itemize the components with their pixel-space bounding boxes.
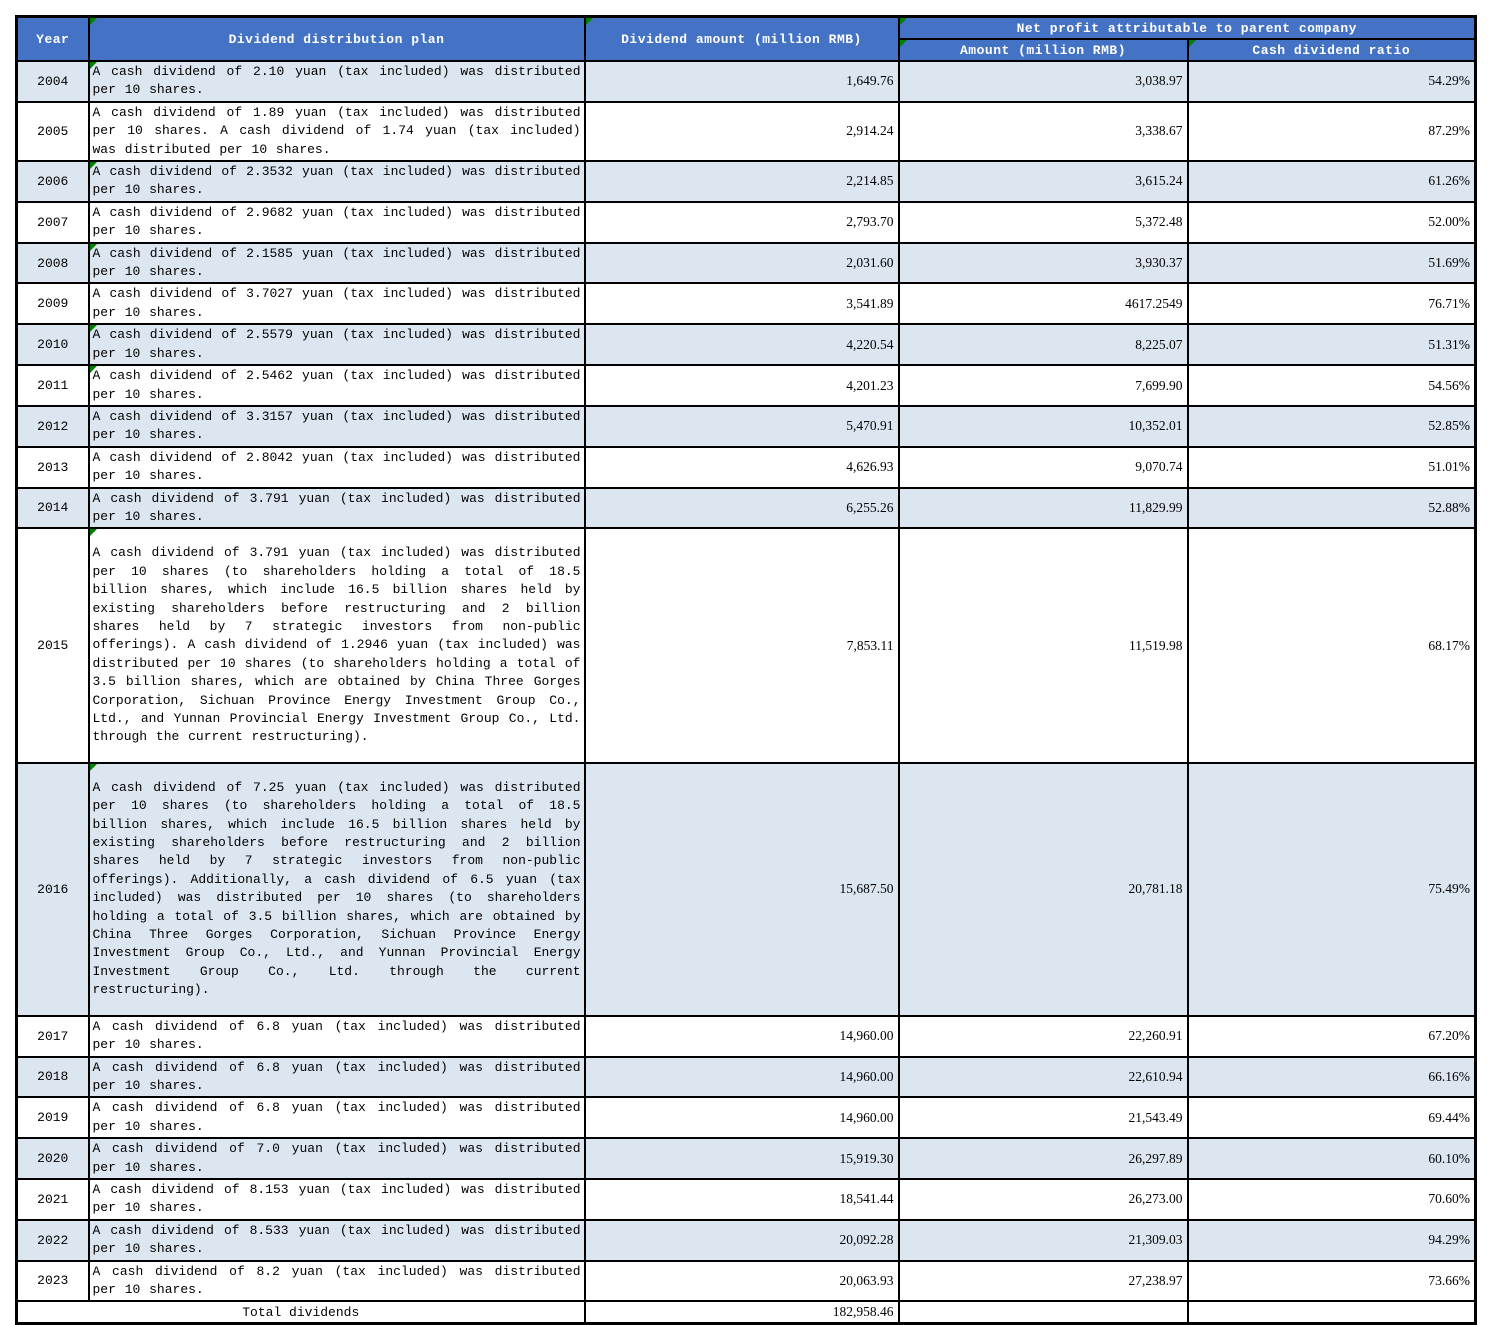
cash-dividend-ratio-cell: 52.88% — [1188, 488, 1476, 529]
table-row — [17, 528, 1476, 762]
year-cell: 2005 — [17, 102, 89, 161]
table-header — [17, 17, 1476, 62]
table-row — [17, 1057, 1476, 1098]
net-profit-amount-cell: 4617.2549 — [899, 283, 1188, 324]
col-header-dividend-amount: Dividend amount (million RMB) — [585, 17, 899, 62]
cash-dividend-ratio-cell: 69.44% — [1188, 1097, 1476, 1138]
dividend-amount-cell: 2,031.60 — [585, 243, 899, 284]
table-row — [17, 488, 1476, 529]
table-row — [17, 1220, 1476, 1261]
cash-dividend-ratio-cell: 73.66% — [1188, 1261, 1476, 1302]
year-cell: 2009 — [17, 283, 89, 324]
net-profit-amount-cell: 20,781.18 — [899, 763, 1188, 1016]
net-profit-amount-cell: 8,225.07 — [899, 324, 1188, 365]
dividend-amount-cell: 14,960.00 — [585, 1097, 899, 1138]
net-profit-amount-cell: 26,273.00 — [899, 1179, 1188, 1220]
cash-dividend-ratio-cell: 51.69% — [1188, 243, 1476, 284]
plan-cell: A cash dividend of 2.5462 yuan (tax included) was distributed per 10 shares. — [89, 365, 585, 406]
cash-dividend-ratio-cell: 54.29% — [1188, 61, 1476, 102]
plan-cell: A cash dividend of 2.3532 yuan (tax included) was distributed per 10 shares. — [89, 161, 585, 202]
cash-dividend-ratio-cell: 94.29% — [1188, 1220, 1476, 1261]
cash-dividend-ratio-cell: 70.60% — [1188, 1179, 1476, 1220]
net-profit-amount-cell: 22,610.94 — [899, 1057, 1188, 1098]
plan-cell: A cash dividend of 8.533 yuan (tax included) was distributed per 10 shares. — [89, 1220, 585, 1261]
table-row — [17, 365, 1476, 406]
cash-dividend-ratio-cell: 87.29% — [1188, 102, 1476, 161]
cash-dividend-ratio-cell: 61.26% — [1188, 161, 1476, 202]
year-cell: 2004 — [17, 61, 89, 102]
dividend-table — [15, 15, 1477, 1325]
dividend-amount-cell: 20,063.93 — [585, 1261, 899, 1302]
year-cell: 2021 — [17, 1179, 89, 1220]
total-dividend-amount-cell: 182,958.46 — [585, 1301, 899, 1324]
year-cell: 2012 — [17, 406, 89, 447]
dividend-amount-cell: 14,960.00 — [585, 1016, 899, 1057]
plan-cell: A cash dividend of 2.8042 yuan (tax included) was distributed per 10 shares. — [89, 447, 585, 488]
table-row — [17, 1261, 1476, 1302]
total-row — [17, 1301, 1476, 1324]
year-cell: 2019 — [17, 1097, 89, 1138]
dividend-amount-cell: 6,255.26 — [585, 488, 899, 529]
net-profit-amount-cell: 7,699.90 — [899, 365, 1188, 406]
plan-cell: A cash dividend of 6.8 yuan (tax included) was distributed per 10 shares. — [89, 1097, 585, 1138]
plan-cell: A cash dividend of 3.3157 yuan (tax included) was distributed per 10 shares. — [89, 406, 585, 447]
dividend-amount-cell: 2,914.24 — [585, 102, 899, 161]
dividend-amount-cell: 14,960.00 — [585, 1057, 899, 1098]
year-cell: 2020 — [17, 1138, 89, 1179]
year-cell: 2013 — [17, 447, 89, 488]
year-cell: 2016 — [17, 763, 89, 1016]
net-profit-amount-cell: 3,338.67 — [899, 102, 1188, 161]
year-cell: 2015 — [17, 528, 89, 762]
dividend-amount-cell: 4,201.23 — [585, 365, 899, 406]
dividend-amount-cell: 15,687.50 — [585, 763, 899, 1016]
plan-cell: A cash dividend of 2.10 yuan (tax included) was distributed per 10 shares. — [89, 61, 585, 102]
table-row — [17, 1097, 1476, 1138]
total-net-profit-amount-cell — [899, 1301, 1188, 1324]
cash-dividend-ratio-cell: 68.17% — [1188, 528, 1476, 762]
plan-cell: A cash dividend of 2.1585 yuan (tax included) was distributed per 10 shares. — [89, 243, 585, 284]
cash-dividend-ratio-cell: 52.85% — [1188, 406, 1476, 447]
net-profit-amount-cell: 27,238.97 — [899, 1261, 1188, 1302]
year-cell: 2010 — [17, 324, 89, 365]
year-cell: 2011 — [17, 365, 89, 406]
col-header-plan: Dividend distribution plan — [89, 17, 585, 62]
plan-cell: A cash dividend of 7.25 yuan (tax included) was distributed per 10 shares (to shareholders holding a total of 18.5 billion shares, which include 16.5 billion shares held by existing shareholders before restructuring and 2 billion shares held by 7 strategic investors from non-public offerings). Additionally, a cash dividend of 6.5 yuan (tax included) was distributed per 10 shares (to shareholders holding a total of 3.5 billion shares, which are obtained by China Three Gorges Corporation, Sichuan Province Energy Investment Group Co., Ltd., and Yunnan Provincial Energy Investment Group Co., Ltd. through the current restructuring). — [89, 763, 585, 1016]
dividend-amount-cell: 15,919.30 — [585, 1138, 899, 1179]
cash-dividend-ratio-cell: 75.49% — [1188, 763, 1476, 1016]
dividend-amount-cell: 2,214.85 — [585, 161, 899, 202]
year-cell: 2006 — [17, 161, 89, 202]
net-profit-amount-cell: 21,543.49 — [899, 1097, 1188, 1138]
cash-dividend-ratio-cell: 66.16% — [1188, 1057, 1476, 1098]
plan-cell: A cash dividend of 8.153 yuan (tax included) was distributed per 10 shares. — [89, 1179, 585, 1220]
table-row — [17, 1179, 1476, 1220]
total-label-cell: Total dividends — [17, 1301, 585, 1324]
cash-dividend-ratio-cell: 67.20% — [1188, 1016, 1476, 1057]
dividend-amount-cell: 3,541.89 — [585, 283, 899, 324]
table-row — [17, 283, 1476, 324]
table-row — [17, 161, 1476, 202]
table-body — [17, 61, 1476, 1324]
net-profit-amount-cell: 26,297.89 — [899, 1138, 1188, 1179]
dividend-amount-cell: 2,793.70 — [585, 202, 899, 243]
dividend-amount-cell: 20,092.28 — [585, 1220, 899, 1261]
net-profit-amount-cell: 10,352.01 — [899, 406, 1188, 447]
net-profit-amount-cell: 9,070.74 — [899, 447, 1188, 488]
col-header-net-profit-group: Net profit attributable to parent company — [899, 17, 1476, 40]
net-profit-amount-cell: 3,930.37 — [899, 243, 1188, 284]
col-header-cash-dividend-ratio: Cash dividend ratio — [1188, 39, 1476, 61]
plan-cell: A cash dividend of 7.0 yuan (tax included) was distributed per 10 shares. — [89, 1138, 585, 1179]
table-row — [17, 447, 1476, 488]
cash-dividend-ratio-cell: 54.56% — [1188, 365, 1476, 406]
dividend-amount-cell: 7,853.11 — [585, 528, 899, 762]
dividend-table-container — [15, 15, 1474, 1325]
plan-cell: A cash dividend of 2.5579 yuan (tax included) was distributed per 10 shares. — [89, 324, 585, 365]
table-row — [17, 102, 1476, 161]
table-row — [17, 1138, 1476, 1179]
table-row — [17, 406, 1476, 447]
table-row — [17, 202, 1476, 243]
net-profit-amount-cell: 22,260.91 — [899, 1016, 1188, 1057]
year-cell: 2014 — [17, 488, 89, 529]
cash-dividend-ratio-cell: 51.01% — [1188, 447, 1476, 488]
table-row — [17, 61, 1476, 102]
net-profit-amount-cell: 3,038.97 — [899, 61, 1188, 102]
year-cell: 2023 — [17, 1261, 89, 1302]
net-profit-amount-cell: 11,829.99 — [899, 488, 1188, 529]
cash-dividend-ratio-cell: 52.00% — [1188, 202, 1476, 243]
dividend-amount-cell: 4,220.54 — [585, 324, 899, 365]
net-profit-amount-cell: 11,519.98 — [899, 528, 1188, 762]
col-header-year: Year — [17, 17, 89, 62]
plan-cell: A cash dividend of 2.9682 yuan (tax included) was distributed per 10 shares. — [89, 202, 585, 243]
plan-cell: A cash dividend of 3.791 yuan (tax included) was distributed per 10 shares. — [89, 488, 585, 529]
dividend-amount-cell: 1,649.76 — [585, 61, 899, 102]
dividend-amount-cell: 18,541.44 — [585, 1179, 899, 1220]
dividend-amount-cell: 4,626.93 — [585, 447, 899, 488]
year-cell: 2018 — [17, 1057, 89, 1098]
table-row — [17, 243, 1476, 284]
cash-dividend-ratio-cell: 51.31% — [1188, 324, 1476, 365]
plan-cell: A cash dividend of 6.8 yuan (tax included) was distributed per 10 shares. — [89, 1016, 585, 1057]
plan-cell: A cash dividend of 3.791 yuan (tax included) was distributed per 10 shares (to shareholders holding a total of 18.5 billion shares, which include 16.5 billion shares held by existing shareholders before restructuring and 2 billion shares held by 7 strategic investors from non-public offerings). A cash dividend of 1.2946 yuan (tax included) was distributed per 10 shares (to shareholders holding a total of 3.5 billion shares, which are obtained by China Three Gorges Corporation, Sichuan Province Energy Investment Group Co., Ltd., and Yunnan Provincial Energy Investment Group Co., Ltd. through the current restructuring). — [89, 528, 585, 762]
table-row — [17, 1016, 1476, 1057]
year-cell: 2007 — [17, 202, 89, 243]
net-profit-amount-cell: 21,309.03 — [899, 1220, 1188, 1261]
total-cash-dividend-ratio-cell — [1188, 1301, 1476, 1324]
net-profit-amount-cell: 5,372.48 — [899, 202, 1188, 243]
plan-cell: A cash dividend of 3.7027 yuan (tax included) was distributed per 10 shares. — [89, 283, 585, 324]
cash-dividend-ratio-cell: 76.71% — [1188, 283, 1476, 324]
table-row — [17, 763, 1476, 1016]
dividend-amount-cell: 5,470.91 — [585, 406, 899, 447]
table-row — [17, 324, 1476, 365]
plan-cell: A cash dividend of 6.8 yuan (tax included) was distributed per 10 shares. — [89, 1057, 585, 1098]
year-cell: 2017 — [17, 1016, 89, 1057]
net-profit-amount-cell: 3,615.24 — [899, 161, 1188, 202]
year-cell: 2008 — [17, 243, 89, 284]
plan-cell: A cash dividend of 1.89 yuan (tax included) was distributed per 10 shares. A cash dividend of 1.74 yuan (tax included) was distributed per 10 shares. — [89, 102, 585, 161]
year-cell: 2022 — [17, 1220, 89, 1261]
cash-dividend-ratio-cell: 60.10% — [1188, 1138, 1476, 1179]
plan-cell: A cash dividend of 8.2 yuan (tax included) was distributed per 10 shares. — [89, 1261, 585, 1302]
col-header-net-profit-amount: Amount (million RMB) — [899, 39, 1188, 61]
